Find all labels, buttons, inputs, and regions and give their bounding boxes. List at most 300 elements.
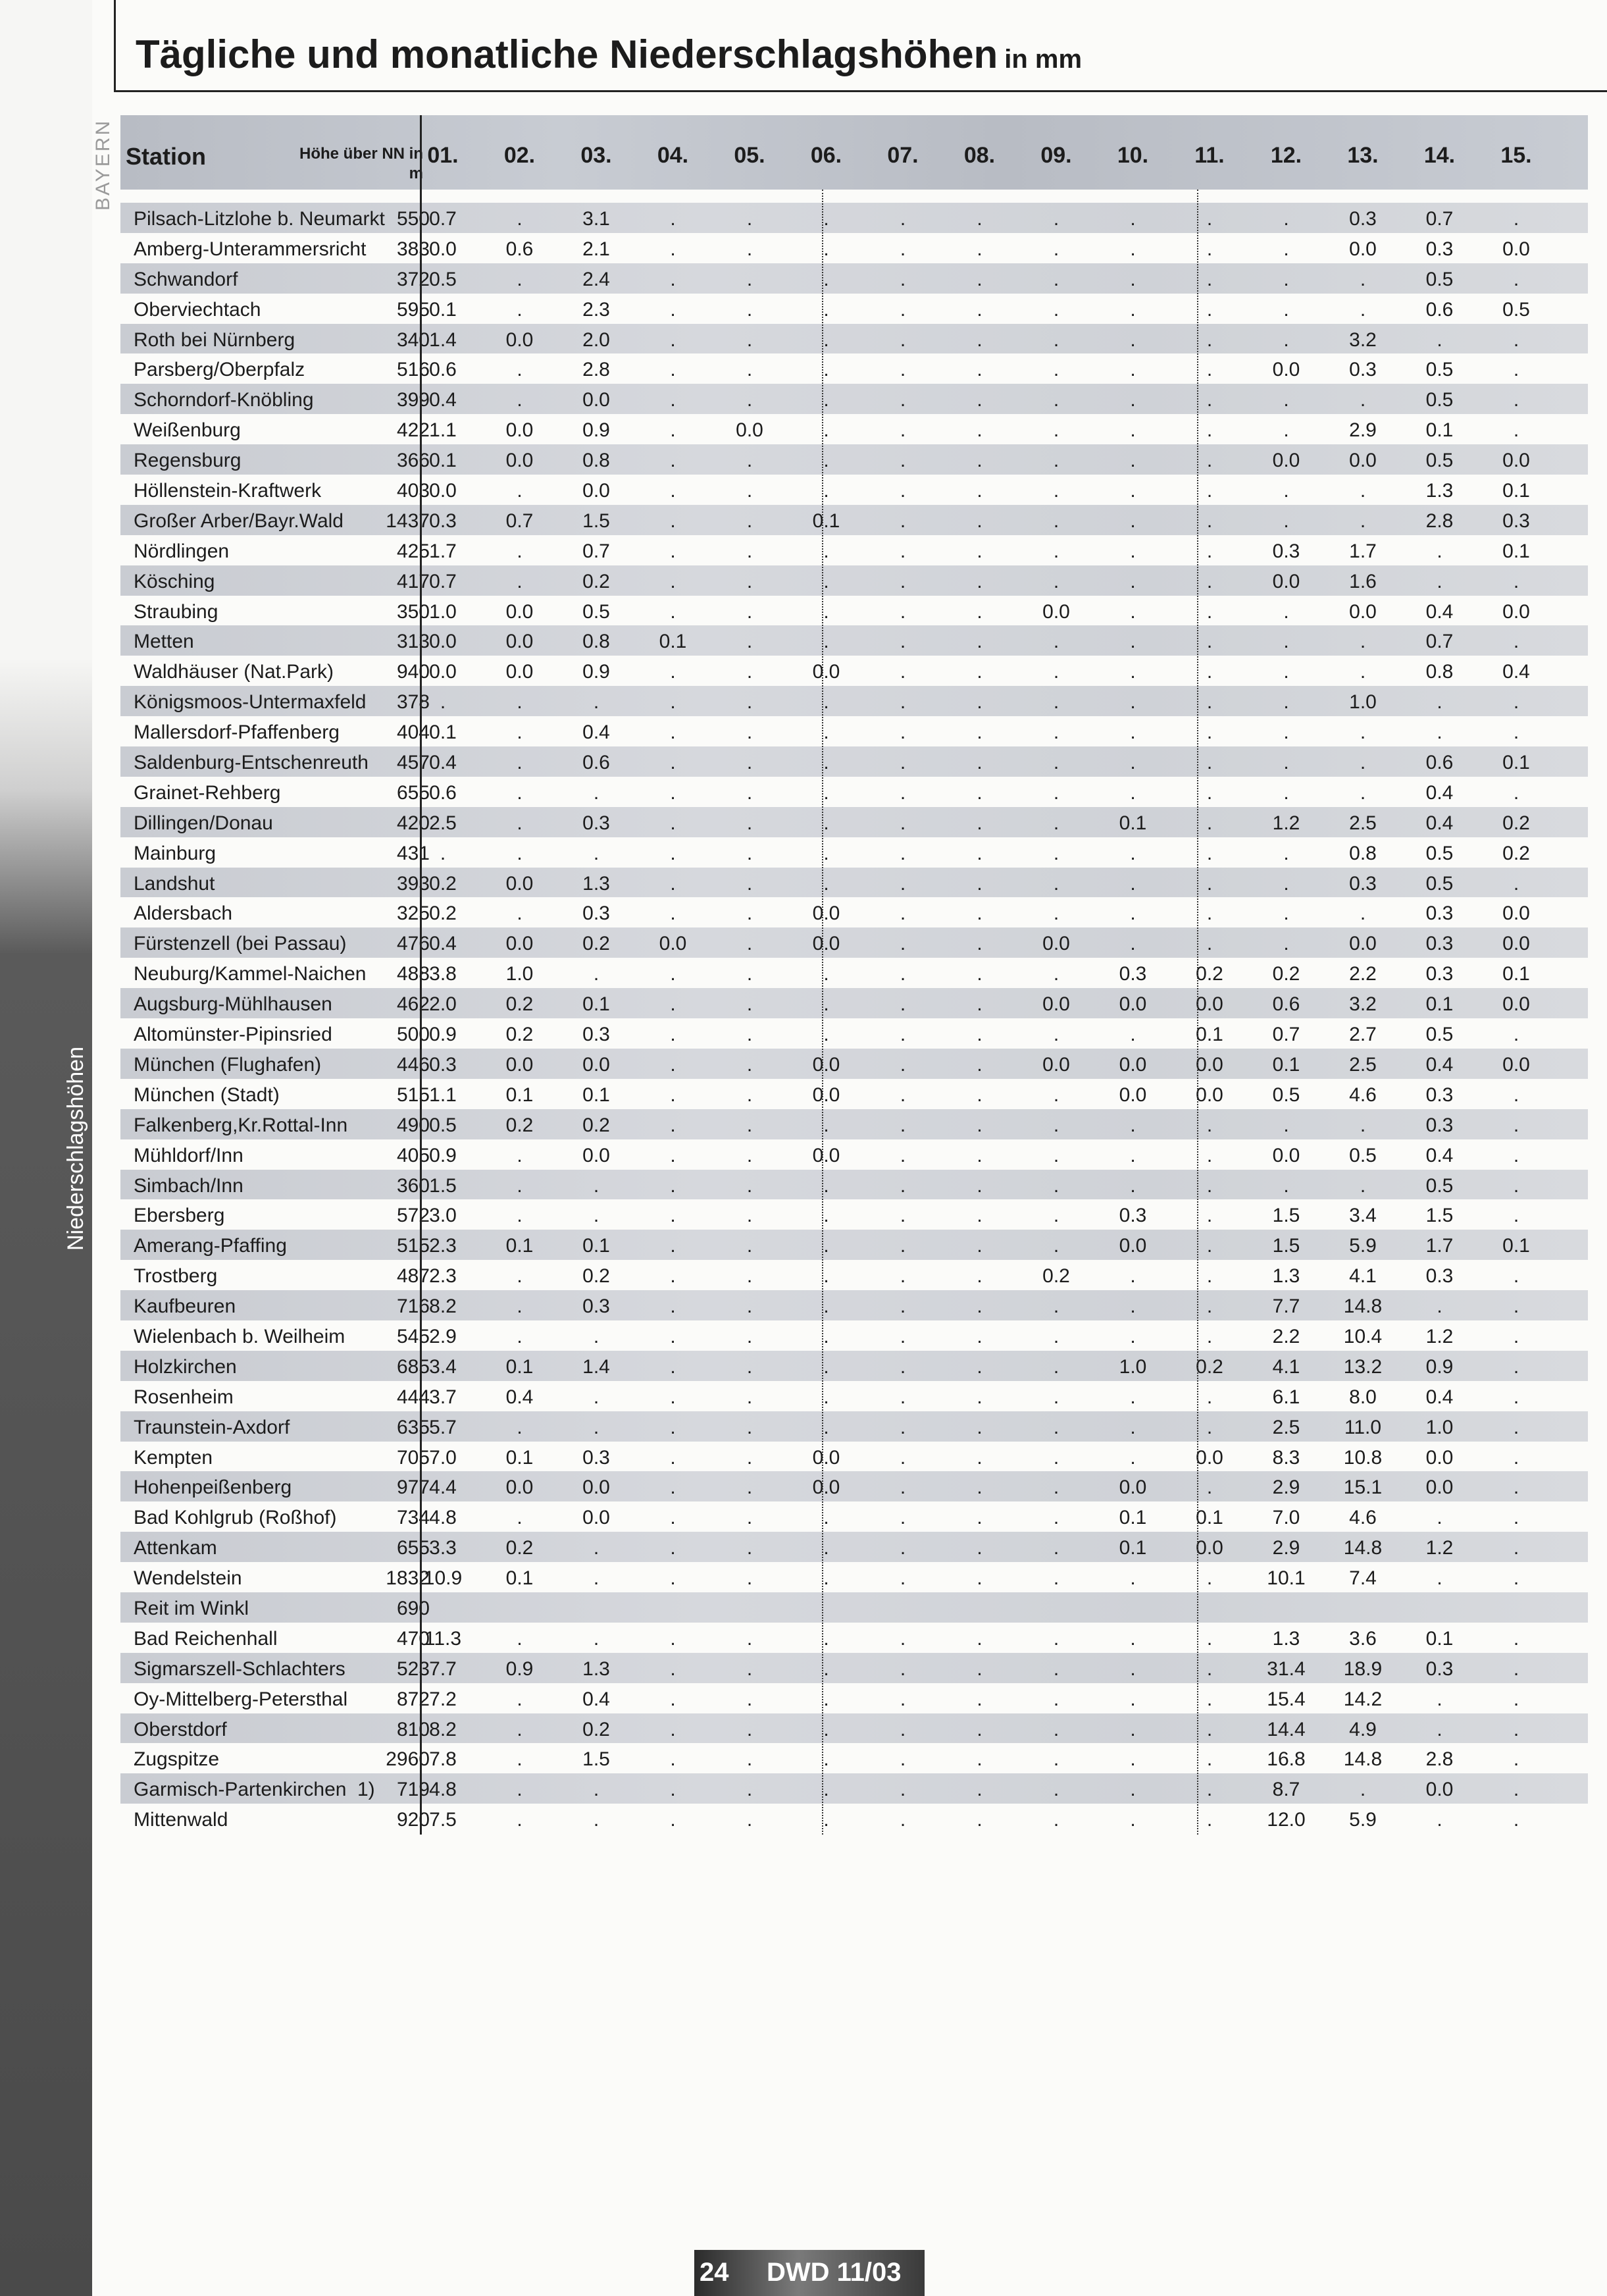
precip-value: . bbox=[977, 298, 982, 321]
station-name: München (Stadt) bbox=[134, 1083, 280, 1106]
precip-value: . bbox=[823, 781, 829, 804]
precip-value: 7.2 bbox=[429, 1688, 457, 1710]
precip-value: . bbox=[1513, 328, 1519, 351]
precip-value: 0.7 bbox=[429, 570, 457, 592]
station-name: Mittenwald bbox=[134, 1809, 228, 1831]
precip-value: . bbox=[1206, 480, 1213, 502]
station-elevation: 313 bbox=[396, 631, 430, 653]
precip-value: 11.3 bbox=[424, 1627, 462, 1650]
precip-value: 7.7 bbox=[429, 1657, 457, 1680]
precip-value: 0.5 bbox=[582, 600, 610, 623]
precip-value: . bbox=[1130, 419, 1136, 442]
station-elevation: 515 bbox=[396, 1235, 430, 1257]
precip-value: . bbox=[670, 600, 676, 623]
precip-value: . bbox=[900, 480, 906, 502]
station-elevation: 655 bbox=[396, 1537, 430, 1559]
precip-value: . bbox=[517, 1265, 523, 1288]
precip-value: . bbox=[1130, 509, 1136, 532]
precip-value: . bbox=[900, 1567, 906, 1590]
precip-value: . bbox=[977, 963, 982, 985]
precip-value: . bbox=[900, 570, 906, 592]
precip-value: . bbox=[1283, 781, 1289, 804]
precip-value: 0.1 bbox=[1425, 993, 1454, 1016]
precip-value: . bbox=[900, 812, 906, 834]
precip-value: 1.5 bbox=[1425, 1205, 1454, 1227]
precip-value: 0.1 bbox=[505, 1446, 534, 1469]
precip-value: . bbox=[746, 208, 753, 230]
precip-value: . bbox=[746, 1446, 753, 1469]
precip-value: . bbox=[1206, 1779, 1213, 1801]
precip-value: . bbox=[1130, 691, 1136, 714]
precip-value: . bbox=[977, 842, 982, 864]
precip-value: . bbox=[1206, 933, 1213, 955]
precip-value: 0.1 bbox=[1502, 1235, 1530, 1257]
precip-value: . bbox=[517, 359, 523, 381]
precip-value: . bbox=[1130, 1265, 1136, 1288]
precip-value: 0.6 bbox=[429, 781, 457, 804]
precip-value: . bbox=[1053, 1537, 1059, 1559]
precip-value: . bbox=[746, 933, 753, 955]
precip-value: . bbox=[1053, 480, 1059, 502]
precip-value: . bbox=[517, 208, 523, 230]
precip-value: 0.4 bbox=[1425, 1053, 1454, 1076]
precip-value: . bbox=[746, 1507, 753, 1529]
precip-value: . bbox=[1283, 328, 1289, 351]
precip-value: 0.2 bbox=[505, 1537, 534, 1559]
station-elevation: 378 bbox=[396, 691, 430, 714]
station-elevation: 393 bbox=[396, 872, 430, 895]
precip-value: 0.4 bbox=[582, 1688, 610, 1710]
precip-value: . bbox=[746, 359, 753, 381]
station-name: Landshut bbox=[134, 872, 215, 895]
header-station: Station bbox=[126, 143, 206, 170]
precip-value: . bbox=[977, 480, 982, 502]
precip-value: . bbox=[977, 268, 982, 290]
precip-value: 3.2 bbox=[1349, 993, 1377, 1016]
precip-value: 0.0 bbox=[1042, 993, 1070, 1016]
table-row bbox=[120, 294, 1588, 324]
precip-value: 1.4 bbox=[582, 1355, 610, 1378]
precip-value: 2.2 bbox=[1349, 963, 1377, 985]
precip-value: 0.6 bbox=[429, 359, 457, 381]
precip-value: 0.5 bbox=[1425, 872, 1454, 895]
precip-value: . bbox=[1437, 1567, 1442, 1590]
precip-value: . bbox=[746, 1325, 753, 1347]
precip-value: 0.0 bbox=[1119, 1083, 1147, 1106]
precip-value: . bbox=[517, 1748, 523, 1771]
precip-value: . bbox=[517, 1507, 523, 1529]
precip-value: . bbox=[1513, 1567, 1519, 1590]
precip-value: 7.0 bbox=[1272, 1507, 1300, 1529]
precip-value: . bbox=[1130, 1718, 1136, 1740]
precip-value: 0.0 bbox=[582, 1476, 610, 1499]
precip-value: . bbox=[746, 540, 753, 562]
precip-value: . bbox=[1130, 752, 1136, 774]
station-elevation: 350 bbox=[396, 600, 430, 623]
precip-value: . bbox=[1206, 1567, 1213, 1590]
precip-value: . bbox=[1206, 752, 1213, 774]
precip-value: 16.8 bbox=[1267, 1748, 1306, 1771]
precip-value: . bbox=[977, 661, 982, 683]
precip-value: 0.5 bbox=[1349, 1144, 1377, 1166]
precip-value: . bbox=[1437, 691, 1442, 714]
precip-value: . bbox=[1283, 208, 1289, 230]
precip-value: . bbox=[517, 1295, 523, 1318]
precip-value: 1.3 bbox=[582, 872, 610, 895]
precip-value: . bbox=[823, 450, 829, 472]
precip-value: . bbox=[823, 1174, 829, 1197]
precip-value: . bbox=[1437, 1688, 1442, 1710]
precip-value: . bbox=[517, 480, 523, 502]
precip-value: . bbox=[823, 1567, 829, 1590]
precip-value: . bbox=[977, 1416, 982, 1438]
header-day: 08. bbox=[963, 143, 996, 168]
precip-value: . bbox=[746, 842, 753, 864]
station-name: Hohenpeißenberg bbox=[134, 1476, 292, 1499]
precip-value: 0.3 bbox=[1502, 509, 1530, 532]
precip-value: . bbox=[517, 1144, 523, 1166]
station-name: Reit im Winkl bbox=[134, 1597, 249, 1619]
precip-value: 0.5 bbox=[1502, 298, 1530, 321]
precip-value: . bbox=[440, 691, 446, 714]
precip-value: 3.6 bbox=[1349, 1627, 1377, 1650]
station-elevation: 1437 bbox=[386, 509, 430, 532]
precip-value: . bbox=[670, 1627, 676, 1650]
precip-value: . bbox=[1053, 570, 1059, 592]
precip-value: . bbox=[1360, 268, 1366, 290]
table-row bbox=[120, 1411, 1588, 1442]
precip-value: 0.0 bbox=[1349, 933, 1377, 955]
precip-value: 1.0 bbox=[505, 963, 534, 985]
precip-value: . bbox=[1053, 1024, 1059, 1046]
precip-value: 7.5 bbox=[429, 1809, 457, 1831]
station-name: Garmisch-Partenkirchen bbox=[134, 1779, 347, 1801]
precip-value: 0.5 bbox=[1425, 842, 1454, 864]
precip-value: . bbox=[823, 1657, 829, 1680]
precip-value: 0.4 bbox=[429, 752, 457, 774]
precip-value: . bbox=[1513, 268, 1519, 290]
precip-value: 1.0 bbox=[1119, 1355, 1147, 1378]
table-row bbox=[120, 837, 1588, 868]
precip-value: 0.0 bbox=[582, 389, 610, 411]
precip-value: . bbox=[1206, 1416, 1213, 1438]
station-elevation: 734 bbox=[396, 1507, 430, 1529]
precip-value: 0.1 bbox=[1425, 419, 1454, 442]
precip-value: 7.8 bbox=[429, 1748, 457, 1771]
station-elevation: 545 bbox=[396, 1325, 430, 1347]
precip-value: . bbox=[977, 1567, 982, 1590]
precip-value: . bbox=[517, 1174, 523, 1197]
precip-value: 0.0 bbox=[1425, 1446, 1454, 1469]
precip-value: . bbox=[746, 1114, 753, 1136]
station-name: Augsburg-Mühlhausen bbox=[134, 993, 332, 1016]
station-elevation: 470 bbox=[396, 1627, 430, 1650]
precip-value: . bbox=[977, 781, 982, 804]
precip-value: 0.0 bbox=[429, 238, 457, 260]
precip-value: . bbox=[900, 298, 906, 321]
precip-value: . bbox=[1130, 1627, 1136, 1650]
precip-value: . bbox=[900, 963, 906, 985]
precip-value: 2.9 bbox=[1272, 1537, 1300, 1559]
precip-value: 7.7 bbox=[1272, 1295, 1300, 1318]
precip-value: . bbox=[746, 1416, 753, 1438]
precip-value: . bbox=[977, 1144, 982, 1166]
precip-value: . bbox=[746, 298, 753, 321]
table-row bbox=[120, 1653, 1588, 1683]
precip-value: . bbox=[746, 328, 753, 351]
station-elevation: 360 bbox=[396, 1174, 430, 1197]
precip-value: . bbox=[670, 902, 676, 925]
precip-value: . bbox=[1053, 268, 1059, 290]
precip-value: . bbox=[746, 238, 753, 260]
precip-value: 0.6 bbox=[1425, 752, 1454, 774]
table-row bbox=[120, 1743, 1588, 1773]
precip-value: . bbox=[1053, 1235, 1059, 1257]
precip-value: 0.9 bbox=[429, 1024, 457, 1046]
station-elevation: 500 bbox=[396, 1024, 430, 1046]
precip-value: . bbox=[670, 812, 676, 834]
precip-value: . bbox=[1206, 812, 1213, 834]
precip-value: . bbox=[977, 509, 982, 532]
station-name: Bad Reichenhall bbox=[134, 1627, 278, 1650]
precip-value: 0.1 bbox=[582, 1083, 610, 1106]
station-name: Mallersdorf-Pfaffenberg bbox=[134, 721, 340, 744]
precip-value: 1.0 bbox=[1425, 1416, 1454, 1438]
precip-value: . bbox=[900, 1657, 906, 1680]
precip-value: . bbox=[593, 1537, 599, 1559]
precip-value: . bbox=[900, 328, 906, 351]
precip-value: . bbox=[746, 1627, 753, 1650]
precip-value: . bbox=[1283, 842, 1289, 864]
precip-value: . bbox=[823, 752, 829, 774]
precip-value: . bbox=[1283, 752, 1289, 774]
precip-value: . bbox=[746, 1779, 753, 1801]
precip-value: . bbox=[670, 328, 676, 351]
precip-value: 0.0 bbox=[1196, 1537, 1223, 1559]
precip-value: . bbox=[1130, 1295, 1136, 1318]
precip-value: . bbox=[746, 721, 753, 744]
precip-value: . bbox=[900, 1174, 906, 1197]
precip-value: . bbox=[1130, 450, 1136, 472]
precip-value: . bbox=[977, 1779, 982, 1801]
precip-value: . bbox=[823, 691, 829, 714]
precip-value: . bbox=[1513, 389, 1519, 411]
precip-value: . bbox=[977, 1174, 982, 1197]
table-row bbox=[120, 535, 1588, 565]
precip-value: 0.8 bbox=[1425, 661, 1454, 683]
precip-value: . bbox=[1130, 359, 1136, 381]
precip-value: . bbox=[1130, 389, 1136, 411]
precip-value: . bbox=[1437, 1295, 1442, 1318]
precip-value: . bbox=[823, 1779, 829, 1801]
precip-value: 0.1 bbox=[1119, 1537, 1147, 1559]
precip-value: 8.2 bbox=[429, 1295, 457, 1318]
precip-value: . bbox=[1513, 1355, 1519, 1378]
precip-value: . bbox=[670, 1325, 676, 1347]
precip-value: . bbox=[1206, 238, 1213, 260]
precip-value: . bbox=[1130, 1657, 1136, 1680]
precip-value: . bbox=[1513, 1144, 1519, 1166]
precip-value: . bbox=[1513, 1174, 1519, 1197]
precip-value: . bbox=[977, 1355, 982, 1378]
table-row bbox=[120, 716, 1588, 746]
table-row bbox=[120, 1170, 1588, 1200]
table-row bbox=[120, 807, 1588, 837]
precip-value: 0.5 bbox=[1425, 359, 1454, 381]
precip-value: . bbox=[1053, 509, 1059, 532]
station-name: Kaufbeuren bbox=[134, 1295, 236, 1318]
precip-value: . bbox=[1130, 208, 1136, 230]
station-name: Rosenheim bbox=[134, 1386, 234, 1408]
table-row bbox=[120, 927, 1588, 958]
precip-value: . bbox=[593, 781, 599, 804]
precip-value: . bbox=[1283, 902, 1289, 925]
precip-value: . bbox=[823, 1537, 829, 1559]
precip-value: . bbox=[1360, 661, 1366, 683]
precip-value: . bbox=[1206, 1144, 1213, 1166]
precip-value: . bbox=[1053, 298, 1059, 321]
precip-value: . bbox=[823, 1627, 829, 1650]
table-row bbox=[120, 1623, 1588, 1653]
precip-value: 4.9 bbox=[1349, 1718, 1377, 1740]
precip-value: 0.5 bbox=[1425, 389, 1454, 411]
precip-value: 0.4 bbox=[582, 721, 610, 744]
precip-value: 4.6 bbox=[1349, 1083, 1377, 1106]
precip-value: . bbox=[823, 963, 829, 985]
precip-value: . bbox=[900, 691, 906, 714]
precip-value: . bbox=[900, 1053, 906, 1076]
precip-value: 1.5 bbox=[1272, 1205, 1300, 1227]
precip-value: . bbox=[670, 419, 676, 442]
precip-value: . bbox=[1437, 1507, 1442, 1529]
precip-value: . bbox=[977, 1507, 982, 1529]
precip-value: 0.0 bbox=[505, 933, 534, 955]
precip-value: . bbox=[746, 1537, 753, 1559]
precip-value: . bbox=[1513, 1386, 1519, 1408]
precip-value: 0.7 bbox=[1425, 631, 1454, 653]
precip-value: 0.0 bbox=[582, 1144, 610, 1166]
precip-value: 2.3 bbox=[429, 1265, 457, 1288]
precip-value: . bbox=[977, 238, 982, 260]
precip-value: 3.1 bbox=[582, 208, 610, 230]
precip-value: . bbox=[1206, 328, 1213, 351]
precip-value: . bbox=[670, 752, 676, 774]
precip-value: . bbox=[670, 1265, 676, 1288]
station-name: Kempten bbox=[134, 1446, 213, 1469]
precip-value: . bbox=[670, 872, 676, 895]
precip-value: . bbox=[1130, 631, 1136, 653]
precip-value: 0.0 bbox=[812, 661, 840, 683]
station-name: Amerang-Pfaffing bbox=[134, 1235, 287, 1257]
precip-value: . bbox=[670, 993, 676, 1016]
precip-value: 3.0 bbox=[429, 1205, 457, 1227]
precip-value: . bbox=[1130, 721, 1136, 744]
precip-value: . bbox=[977, 1718, 982, 1740]
precip-value: . bbox=[517, 268, 523, 290]
precip-value: 0.7 bbox=[582, 540, 610, 562]
precip-value: . bbox=[670, 1355, 676, 1378]
precip-value: . bbox=[1513, 1265, 1519, 1288]
station-elevation: 719 bbox=[396, 1779, 430, 1801]
precip-value: . bbox=[746, 661, 753, 683]
precip-value: . bbox=[1360, 1174, 1366, 1197]
header-day: 03. bbox=[580, 143, 612, 168]
precip-value: 0.0 bbox=[812, 1476, 840, 1499]
precip-value: . bbox=[1053, 631, 1059, 653]
station-elevation: 487 bbox=[396, 1265, 430, 1288]
station-elevation: 372 bbox=[396, 268, 430, 290]
precip-value: . bbox=[1283, 268, 1289, 290]
precip-value: . bbox=[670, 1205, 676, 1227]
precip-value: . bbox=[1206, 1809, 1213, 1831]
precip-value: 0.7 bbox=[1425, 208, 1454, 230]
precip-value: 4.8 bbox=[429, 1779, 457, 1801]
precip-value: 0.0 bbox=[1042, 1053, 1070, 1076]
station-name: Aldersbach bbox=[134, 902, 233, 925]
precip-value: . bbox=[746, 1688, 753, 1710]
precip-value: . bbox=[1360, 902, 1366, 925]
precip-value: . bbox=[517, 752, 523, 774]
precip-value: 0.2 bbox=[582, 1265, 610, 1288]
precip-value: . bbox=[900, 600, 906, 623]
precip-value: . bbox=[900, 1476, 906, 1499]
precip-value: 0.2 bbox=[505, 1114, 534, 1136]
precip-value: . bbox=[670, 238, 676, 260]
precip-value: . bbox=[1513, 419, 1519, 442]
precip-value: . bbox=[1513, 1748, 1519, 1771]
precip-value: 0.1 bbox=[429, 298, 457, 321]
precip-value: 2.5 bbox=[429, 812, 457, 834]
precip-value: . bbox=[977, 1688, 982, 1710]
precip-value: . bbox=[823, 1416, 829, 1438]
table-row bbox=[120, 353, 1588, 384]
precip-value: 1.2 bbox=[1425, 1325, 1454, 1347]
precip-value: . bbox=[517, 1809, 523, 1831]
precip-value: 4.1 bbox=[1272, 1355, 1300, 1378]
precip-value: 0.0 bbox=[505, 631, 534, 653]
station-name: Königsmoos-Untermaxfeld bbox=[134, 691, 367, 714]
precip-value: . bbox=[1206, 902, 1213, 925]
precip-value: . bbox=[517, 540, 523, 562]
precip-value: . bbox=[1130, 1144, 1136, 1166]
precip-value: . bbox=[517, 721, 523, 744]
precip-value: 8.0 bbox=[1349, 1386, 1377, 1408]
precip-value: . bbox=[1130, 1024, 1136, 1046]
precip-value: . bbox=[670, 1507, 676, 1529]
precip-value: . bbox=[1053, 1657, 1059, 1680]
precip-value: 0.3 bbox=[1425, 238, 1454, 260]
precip-value: . bbox=[670, 1688, 676, 1710]
precip-value: 0.0 bbox=[1196, 993, 1223, 1016]
table-row bbox=[120, 1351, 1588, 1381]
precip-value: 2.3 bbox=[429, 1235, 457, 1257]
precip-value: 2.5 bbox=[1349, 812, 1377, 834]
precip-value: 4.4 bbox=[429, 1476, 457, 1499]
precip-value: . bbox=[1053, 389, 1059, 411]
precip-value: . bbox=[1513, 1688, 1519, 1710]
station-elevation: 490 bbox=[396, 1114, 430, 1136]
precip-value: 0.4 bbox=[1425, 1386, 1454, 1408]
precip-value: . bbox=[746, 600, 753, 623]
precip-value: . bbox=[670, 1446, 676, 1469]
precip-value: . bbox=[670, 540, 676, 562]
precip-value: 0.0 bbox=[659, 933, 687, 955]
precip-value: 8.2 bbox=[429, 1718, 457, 1740]
station-elevation: 340 bbox=[396, 328, 430, 351]
table-row bbox=[120, 1049, 1588, 1079]
precip-value: . bbox=[1053, 963, 1059, 985]
precip-value: 5.9 bbox=[1349, 1809, 1377, 1831]
